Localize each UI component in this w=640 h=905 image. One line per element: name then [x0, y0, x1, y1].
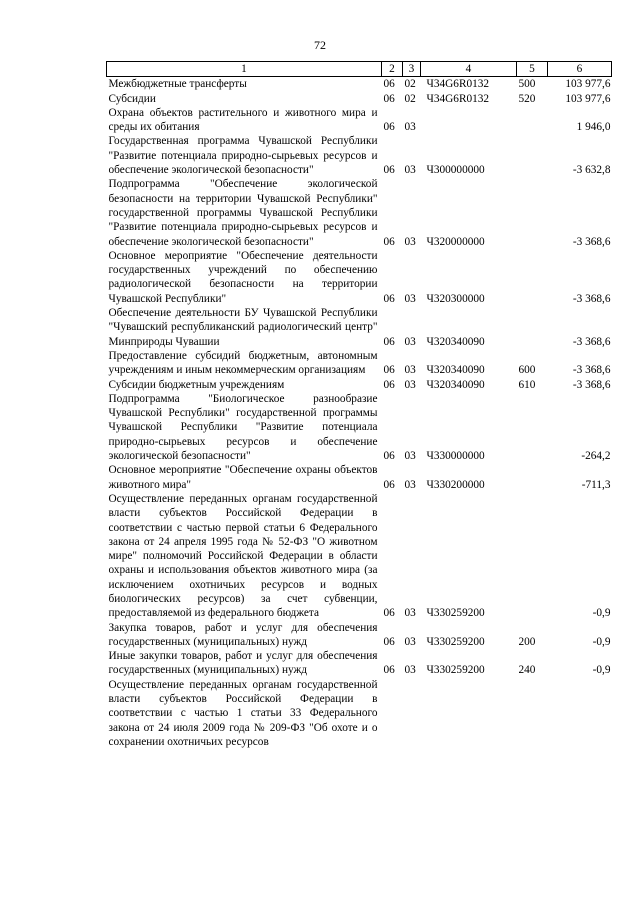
- table-row: [107, 92, 612, 106]
- table-row: [107, 77, 612, 92]
- table-row: [107, 349, 612, 378]
- row-name: Предоставление субсидий бюджетным, автономным учреждениям и иным некоммерческим организациям: [108, 349, 378, 377]
- row-subsection: 03: [404, 478, 416, 491]
- table-row: [107, 621, 612, 650]
- table-row: [107, 649, 612, 678]
- row-expense-type: [517, 134, 548, 177]
- row-target-article: [421, 678, 517, 749]
- row-section: 06: [383, 235, 395, 248]
- column-header-target-article: 4: [421, 62, 517, 77]
- row-section: 06: [383, 364, 395, 377]
- row-name: Осуществление переданных органам государственной власти субъектов Российской Федерации в соответствии с частью первой статьи 6 Федерального закона от 24 апреля 1995 года № 52-ФЗ "О животном мире" полномочий Российской Федерации в области охраны и использования объектов животного мира (за исключением охотничьих ресурсов и водных биологических ресурсов) за счет субвенции, предоставляемой из федерального бюджета: [108, 492, 378, 620]
- table-row: [107, 678, 612, 749]
- row-section: 06: [383, 121, 395, 134]
- row-amount: 103 977,6: [565, 92, 611, 105]
- row-subsection: 03: [404, 164, 416, 177]
- column-header-name: 1: [107, 62, 382, 77]
- table-row: [107, 177, 612, 248]
- row-amount: [548, 678, 612, 749]
- row-name: Охрана объектов растительного и животного мира и среды их обитания: [108, 106, 378, 134]
- row-name: Основное мероприятие "Обеспечение охраны объектов животного мира": [108, 464, 378, 491]
- row-subsection: 02: [404, 78, 416, 91]
- table-row: [107, 249, 612, 306]
- row-amount: 103 977,6: [565, 78, 611, 91]
- table-row: [107, 134, 612, 177]
- row-name: Субсидии бюджетным учреждениям: [108, 378, 285, 391]
- row-section: 06: [383, 635, 395, 648]
- row-expense-type: [517, 106, 548, 135]
- row-target-article: Ч34G6R0132: [426, 78, 490, 91]
- row-section: 06: [383, 450, 395, 463]
- column-header-amount: 6: [548, 62, 612, 77]
- row-expense-type: [517, 249, 548, 306]
- row-section: [382, 678, 403, 749]
- row-amount: -3 632,8: [572, 164, 611, 177]
- row-target-article: Ч320340090: [426, 378, 485, 391]
- row-section: 06: [383, 607, 395, 620]
- row-name: Иные закупки товаров, работ и услуг для обеспечения государственных (муниципальных) нужд: [108, 650, 378, 677]
- row-name: Межбюджетные трансферты: [108, 78, 247, 91]
- row-amount: -264,2: [581, 450, 611, 463]
- header-row: [107, 62, 612, 77]
- row-amount: -3 368,6: [572, 235, 611, 248]
- row-subsection: 03: [404, 364, 416, 377]
- row-expense-type: 520: [518, 92, 536, 105]
- row-subsection: 03: [404, 292, 416, 305]
- row-target-article: Ч330000000: [426, 450, 485, 463]
- row-amount: -3 368,6: [572, 378, 611, 391]
- table-row: [107, 306, 612, 349]
- row-subsection: 03: [404, 335, 416, 348]
- row-target-article: Ч330259200: [426, 664, 485, 677]
- table-row: [107, 463, 612, 492]
- table-row: [107, 492, 612, 621]
- row-subsection: 03: [404, 607, 416, 620]
- row-expense-type: [517, 492, 548, 621]
- row-amount: -0,9: [592, 607, 611, 620]
- row-name: Закупка товаров, работ и услуг для обеспечения государственных (муниципальных) нужд: [108, 621, 378, 648]
- row-expense-type: [517, 177, 548, 248]
- column-header-subsection: 3: [403, 62, 421, 77]
- row-name: Подпрограмма "Биологическое разнообразие Чувашской Республики" государственной программы Чувашской Республики "Развитие потенциала природно-сырьевых ресурсов и обеспечение экологической безопасности": [108, 392, 378, 463]
- row-subsection: 03: [404, 450, 416, 463]
- row-section: 06: [383, 664, 395, 677]
- row-name: Основное мероприятие "Обеспечение деятельности государственных учреждений по обеспечению радиологической безопасности на территории Чувашской Республики": [108, 249, 378, 305]
- row-section: 06: [383, 78, 395, 91]
- row-target-article: [421, 106, 517, 135]
- row-target-article: Ч330259200: [426, 635, 485, 648]
- row-subsection: 03: [404, 121, 416, 134]
- row-section: 06: [383, 335, 395, 348]
- row-section: 06: [383, 378, 395, 391]
- row-expense-type: [517, 306, 548, 349]
- row-amount: -0,9: [592, 664, 611, 677]
- row-target-article: Ч320340090: [426, 364, 485, 377]
- row-name: Обеспечение деятельности БУ Чувашской Республики "Чувашский республиканский радиологический центр" Минприроды Чувашии: [108, 307, 378, 348]
- row-target-article: Ч320000000: [426, 235, 485, 248]
- table-body: [107, 77, 612, 749]
- row-subsection: 03: [404, 664, 416, 677]
- row-target-article: Ч330200000: [426, 478, 485, 491]
- row-target-article: Ч300000000: [426, 164, 485, 177]
- row-section: 06: [383, 164, 395, 177]
- row-name: Субсидии: [108, 92, 156, 105]
- row-expense-type: 500: [518, 78, 536, 91]
- row-section: 06: [383, 292, 395, 305]
- row-expense-type: 240: [518, 664, 536, 677]
- row-expense-type: 200: [518, 635, 536, 648]
- row-amount: -3 368,6: [572, 292, 611, 305]
- row-amount: -0,9: [592, 635, 611, 648]
- row-amount: -711,3: [581, 478, 611, 491]
- row-subsection: [403, 678, 421, 749]
- table-row: [107, 106, 612, 135]
- row-section: 06: [383, 92, 395, 105]
- row-amount: -3 368,6: [572, 335, 611, 348]
- row-expense-type: 610: [518, 378, 536, 391]
- column-header-section: 2: [382, 62, 403, 77]
- table-row: [107, 378, 612, 392]
- row-expense-type: [517, 392, 548, 463]
- row-expense-type: 600: [518, 364, 536, 377]
- row-name: Осуществление переданных органам государственной власти субъектов Российской Федерации в соответствии с частью 1 статьи 33 Федерального закона от 24 июля 2009 года № 209-ФЗ "Об охоте и о сохранении охотничьих ресурсов: [108, 678, 378, 748]
- budget-table: [106, 61, 612, 749]
- row-target-article: Ч320300000: [426, 292, 485, 305]
- row-name: Подпрограмма "Обеспечение экологической безопасности на территории Чувашской Республики" государственной программы Чувашской Республики "Развитие потенциала природно-сырьевых ресурсов и обеспечение экологической безопасности": [108, 178, 378, 248]
- row-amount: 1 946,0: [576, 121, 611, 134]
- row-expense-type: [517, 678, 548, 749]
- row-target-article: Ч330259200: [426, 607, 485, 620]
- table-row: [107, 392, 612, 463]
- row-expense-type: [517, 463, 548, 492]
- page-number: 72: [314, 38, 326, 52]
- row-amount: -3 368,6: [572, 364, 611, 377]
- row-subsection: 03: [404, 378, 416, 391]
- column-header-expense-type: 5: [517, 62, 548, 77]
- row-target-article: Ч320340090: [426, 335, 485, 348]
- row-target-article: Ч34G6R0132: [426, 92, 490, 105]
- row-subsection: 02: [404, 92, 416, 105]
- row-subsection: 03: [404, 635, 416, 648]
- row-name: Государственная программа Чувашской Республики "Развитие потенциала природно-сырьевых ресурсов и обеспечение экологической безопасности": [108, 135, 378, 177]
- row-section: 06: [383, 478, 395, 491]
- row-subsection: 03: [404, 235, 416, 248]
